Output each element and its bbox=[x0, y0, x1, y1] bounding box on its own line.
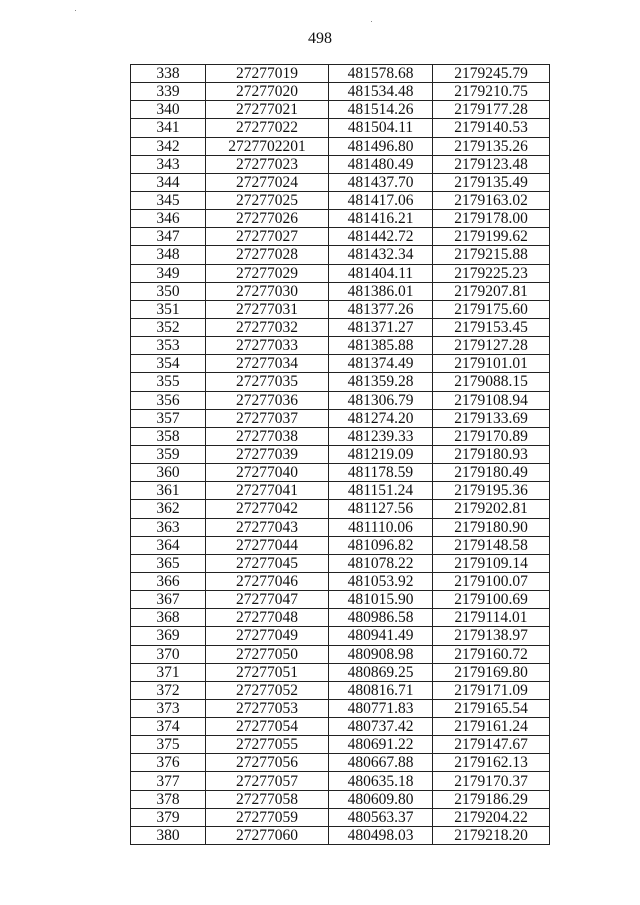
coordinates-table bbox=[130, 64, 550, 845]
row-number-cell: 369 bbox=[131, 627, 206, 645]
y-coordinate-cell: 2179100.07 bbox=[433, 572, 550, 590]
row-number-cell: 359 bbox=[131, 445, 206, 463]
x-coordinate-cell: 481377.26 bbox=[329, 300, 433, 318]
table-row bbox=[131, 554, 550, 572]
row-number-cell: 378 bbox=[131, 790, 206, 808]
row-number-cell: 376 bbox=[131, 754, 206, 772]
x-coordinate-cell: 480869.25 bbox=[329, 663, 433, 681]
y-coordinate-cell: 2179160.72 bbox=[433, 645, 550, 663]
row-number-cell: 368 bbox=[131, 609, 206, 627]
table-row bbox=[131, 65, 550, 83]
row-number-cell: 379 bbox=[131, 808, 206, 826]
row-number-cell: 343 bbox=[131, 155, 206, 173]
row-number-cell: 362 bbox=[131, 500, 206, 518]
y-coordinate-cell: 2179101.01 bbox=[433, 355, 550, 373]
y-coordinate-cell: 2179140.53 bbox=[433, 119, 550, 137]
x-coordinate-cell: 481534.48 bbox=[329, 83, 433, 101]
point-id-cell: 27277049 bbox=[206, 627, 329, 645]
row-number-cell: 361 bbox=[131, 482, 206, 500]
table-row bbox=[131, 718, 550, 736]
y-coordinate-cell: 2179114.01 bbox=[433, 609, 550, 627]
x-coordinate-cell: 481306.79 bbox=[329, 391, 433, 409]
y-coordinate-cell: 2179204.22 bbox=[433, 808, 550, 826]
x-coordinate-cell: 481437.70 bbox=[329, 173, 433, 191]
x-coordinate-cell: 481504.11 bbox=[329, 119, 433, 137]
table-row bbox=[131, 445, 550, 463]
table-row bbox=[131, 246, 550, 264]
row-number-cell: 357 bbox=[131, 409, 206, 427]
y-coordinate-cell: 2179148.58 bbox=[433, 536, 550, 554]
table-row bbox=[131, 355, 550, 373]
table-row bbox=[131, 228, 550, 246]
point-id-cell: 27277034 bbox=[206, 355, 329, 373]
y-coordinate-cell: 2179210.75 bbox=[433, 83, 550, 101]
point-id-cell: 27277021 bbox=[206, 101, 329, 119]
row-number-cell: 374 bbox=[131, 718, 206, 736]
row-number-cell: 347 bbox=[131, 228, 206, 246]
y-coordinate-cell: 2179207.81 bbox=[433, 282, 550, 300]
row-number-cell: 346 bbox=[131, 210, 206, 228]
y-coordinate-cell: 2179199.62 bbox=[433, 228, 550, 246]
y-coordinate-cell: 2179177.28 bbox=[433, 101, 550, 119]
table-row bbox=[131, 645, 550, 663]
row-number-cell: 375 bbox=[131, 736, 206, 754]
y-coordinate-cell: 2179186.29 bbox=[433, 790, 550, 808]
x-coordinate-cell: 481239.33 bbox=[329, 427, 433, 445]
y-coordinate-cell: 2179109.14 bbox=[433, 554, 550, 572]
row-number-cell: 365 bbox=[131, 554, 206, 572]
table-row bbox=[131, 409, 550, 427]
x-coordinate-cell: 481219.09 bbox=[329, 445, 433, 463]
x-coordinate-cell: 480635.18 bbox=[329, 772, 433, 790]
x-coordinate-cell: 480563.37 bbox=[329, 808, 433, 826]
table-row bbox=[131, 572, 550, 590]
row-number-cell: 352 bbox=[131, 318, 206, 336]
x-coordinate-cell: 481496.80 bbox=[329, 137, 433, 155]
table-row bbox=[131, 627, 550, 645]
y-coordinate-cell: 2179170.37 bbox=[433, 772, 550, 790]
point-id-cell: 27277059 bbox=[206, 808, 329, 826]
point-id-cell: 2727702201 bbox=[206, 137, 329, 155]
point-id-cell: 27277037 bbox=[206, 409, 329, 427]
table-row bbox=[131, 681, 550, 699]
table-row bbox=[131, 282, 550, 300]
point-id-cell: 27277036 bbox=[206, 391, 329, 409]
scan-speck bbox=[75, 10, 76, 11]
table-row bbox=[131, 191, 550, 209]
row-number-cell: 355 bbox=[131, 373, 206, 391]
x-coordinate-cell: 480908.98 bbox=[329, 645, 433, 663]
row-number-cell: 349 bbox=[131, 264, 206, 282]
table-row bbox=[131, 391, 550, 409]
table-row bbox=[131, 337, 550, 355]
y-coordinate-cell: 2179180.49 bbox=[433, 464, 550, 482]
point-id-cell: 27277056 bbox=[206, 754, 329, 772]
row-number-cell: 358 bbox=[131, 427, 206, 445]
x-coordinate-cell: 481480.49 bbox=[329, 155, 433, 173]
point-id-cell: 27277023 bbox=[206, 155, 329, 173]
table-row bbox=[131, 790, 550, 808]
row-number-cell: 363 bbox=[131, 518, 206, 536]
point-id-cell: 27277031 bbox=[206, 300, 329, 318]
x-coordinate-cell: 481416.21 bbox=[329, 210, 433, 228]
table-row bbox=[131, 137, 550, 155]
point-id-cell: 27277048 bbox=[206, 609, 329, 627]
row-number-cell: 341 bbox=[131, 119, 206, 137]
row-number-cell: 342 bbox=[131, 137, 206, 155]
table-row bbox=[131, 464, 550, 482]
point-id-cell: 27277053 bbox=[206, 699, 329, 717]
x-coordinate-cell: 481386.01 bbox=[329, 282, 433, 300]
x-coordinate-cell: 481110.06 bbox=[329, 518, 433, 536]
x-coordinate-cell: 481514.26 bbox=[329, 101, 433, 119]
row-number-cell: 356 bbox=[131, 391, 206, 409]
point-id-cell: 27277054 bbox=[206, 718, 329, 736]
x-coordinate-cell: 481578.68 bbox=[329, 65, 433, 83]
row-number-cell: 373 bbox=[131, 699, 206, 717]
row-number-cell: 372 bbox=[131, 681, 206, 699]
point-id-cell: 27277020 bbox=[206, 83, 329, 101]
point-id-cell: 27277029 bbox=[206, 264, 329, 282]
point-id-cell: 27277032 bbox=[206, 318, 329, 336]
table-row bbox=[131, 119, 550, 137]
y-coordinate-cell: 2179100.69 bbox=[433, 591, 550, 609]
table-row bbox=[131, 318, 550, 336]
row-number-cell: 366 bbox=[131, 572, 206, 590]
x-coordinate-cell: 481359.28 bbox=[329, 373, 433, 391]
point-id-cell: 27277039 bbox=[206, 445, 329, 463]
point-id-cell: 27277024 bbox=[206, 173, 329, 191]
x-coordinate-cell: 481385.88 bbox=[329, 337, 433, 355]
y-coordinate-cell: 2179135.26 bbox=[433, 137, 550, 155]
x-coordinate-cell: 481374.49 bbox=[329, 355, 433, 373]
point-id-cell: 27277028 bbox=[206, 246, 329, 264]
x-coordinate-cell: 480609.80 bbox=[329, 790, 433, 808]
x-coordinate-cell: 480667.88 bbox=[329, 754, 433, 772]
y-coordinate-cell: 2179195.36 bbox=[433, 482, 550, 500]
table-row bbox=[131, 699, 550, 717]
point-id-cell: 27277040 bbox=[206, 464, 329, 482]
table-row bbox=[131, 373, 550, 391]
y-coordinate-cell: 2179108.94 bbox=[433, 391, 550, 409]
row-number-cell: 348 bbox=[131, 246, 206, 264]
point-id-cell: 27277035 bbox=[206, 373, 329, 391]
row-number-cell: 344 bbox=[131, 173, 206, 191]
point-id-cell: 27277041 bbox=[206, 482, 329, 500]
table-row bbox=[131, 754, 550, 772]
row-number-cell: 364 bbox=[131, 536, 206, 554]
point-id-cell: 27277042 bbox=[206, 500, 329, 518]
x-coordinate-cell: 480691.22 bbox=[329, 736, 433, 754]
row-number-cell: 339 bbox=[131, 83, 206, 101]
x-coordinate-cell: 481151.24 bbox=[329, 482, 433, 500]
table-row bbox=[131, 264, 550, 282]
table-row bbox=[131, 826, 550, 844]
point-id-cell: 27277052 bbox=[206, 681, 329, 699]
x-coordinate-cell: 480737.42 bbox=[329, 718, 433, 736]
row-number-cell: 370 bbox=[131, 645, 206, 663]
x-coordinate-cell: 481442.72 bbox=[329, 228, 433, 246]
row-number-cell: 377 bbox=[131, 772, 206, 790]
point-id-cell: 27277038 bbox=[206, 427, 329, 445]
y-coordinate-cell: 2179127.28 bbox=[433, 337, 550, 355]
table-row bbox=[131, 500, 550, 518]
y-coordinate-cell: 2179218.20 bbox=[433, 826, 550, 844]
x-coordinate-cell: 480771.83 bbox=[329, 699, 433, 717]
table-row bbox=[131, 736, 550, 754]
y-coordinate-cell: 2179245.79 bbox=[433, 65, 550, 83]
scan-speck bbox=[371, 21, 372, 22]
point-id-cell: 27277060 bbox=[206, 826, 329, 844]
y-coordinate-cell: 2179153.45 bbox=[433, 318, 550, 336]
y-coordinate-cell: 2179135.49 bbox=[433, 173, 550, 191]
table-row bbox=[131, 591, 550, 609]
row-number-cell: 360 bbox=[131, 464, 206, 482]
table-row bbox=[131, 536, 550, 554]
table-row bbox=[131, 300, 550, 318]
y-coordinate-cell: 2179180.93 bbox=[433, 445, 550, 463]
x-coordinate-cell: 481053.92 bbox=[329, 572, 433, 590]
x-coordinate-cell: 481274.20 bbox=[329, 409, 433, 427]
point-id-cell: 27277019 bbox=[206, 65, 329, 83]
x-coordinate-cell: 480498.03 bbox=[329, 826, 433, 844]
y-coordinate-cell: 2179147.67 bbox=[433, 736, 550, 754]
x-coordinate-cell: 481178.59 bbox=[329, 464, 433, 482]
table-row bbox=[131, 173, 550, 191]
y-coordinate-cell: 2179165.54 bbox=[433, 699, 550, 717]
table-row bbox=[131, 427, 550, 445]
table-row bbox=[131, 609, 550, 627]
y-coordinate-cell: 2179162.13 bbox=[433, 754, 550, 772]
y-coordinate-cell: 2179202.81 bbox=[433, 500, 550, 518]
x-coordinate-cell: 481127.56 bbox=[329, 500, 433, 518]
point-id-cell: 27277027 bbox=[206, 228, 329, 246]
table-row bbox=[131, 518, 550, 536]
point-id-cell: 27277050 bbox=[206, 645, 329, 663]
row-number-cell: 338 bbox=[131, 65, 206, 83]
x-coordinate-cell: 480986.58 bbox=[329, 609, 433, 627]
y-coordinate-cell: 2179175.60 bbox=[433, 300, 550, 318]
point-id-cell: 27277045 bbox=[206, 554, 329, 572]
table-row bbox=[131, 210, 550, 228]
x-coordinate-cell: 480816.71 bbox=[329, 681, 433, 699]
point-id-cell: 27277022 bbox=[206, 119, 329, 137]
x-coordinate-cell: 481432.34 bbox=[329, 246, 433, 264]
point-id-cell: 27277025 bbox=[206, 191, 329, 209]
row-number-cell: 371 bbox=[131, 663, 206, 681]
x-coordinate-cell: 481371.27 bbox=[329, 318, 433, 336]
point-id-cell: 27277044 bbox=[206, 536, 329, 554]
point-id-cell: 27277043 bbox=[206, 518, 329, 536]
x-coordinate-cell: 481404.11 bbox=[329, 264, 433, 282]
y-coordinate-cell: 2179215.88 bbox=[433, 246, 550, 264]
point-id-cell: 27277057 bbox=[206, 772, 329, 790]
y-coordinate-cell: 2179178.00 bbox=[433, 210, 550, 228]
y-coordinate-cell: 2179088.15 bbox=[433, 373, 550, 391]
x-coordinate-cell: 480941.49 bbox=[329, 627, 433, 645]
row-number-cell: 367 bbox=[131, 591, 206, 609]
y-coordinate-cell: 2179138.97 bbox=[433, 627, 550, 645]
row-number-cell: 351 bbox=[131, 300, 206, 318]
page-number: 498 bbox=[308, 30, 332, 47]
row-number-cell: 350 bbox=[131, 282, 206, 300]
y-coordinate-cell: 2179123.48 bbox=[433, 155, 550, 173]
x-coordinate-cell: 481096.82 bbox=[329, 536, 433, 554]
table-row bbox=[131, 101, 550, 119]
point-id-cell: 27277033 bbox=[206, 337, 329, 355]
y-coordinate-cell: 2179225.23 bbox=[433, 264, 550, 282]
point-id-cell: 27277046 bbox=[206, 572, 329, 590]
point-id-cell: 27277047 bbox=[206, 591, 329, 609]
table-row bbox=[131, 663, 550, 681]
y-coordinate-cell: 2179161.24 bbox=[433, 718, 550, 736]
y-coordinate-cell: 2179180.90 bbox=[433, 518, 550, 536]
point-id-cell: 27277051 bbox=[206, 663, 329, 681]
row-number-cell: 345 bbox=[131, 191, 206, 209]
table-row bbox=[131, 83, 550, 101]
point-id-cell: 27277026 bbox=[206, 210, 329, 228]
x-coordinate-cell: 481015.90 bbox=[329, 591, 433, 609]
row-number-cell: 380 bbox=[131, 826, 206, 844]
y-coordinate-cell: 2179171.09 bbox=[433, 681, 550, 699]
point-id-cell: 27277030 bbox=[206, 282, 329, 300]
table-row bbox=[131, 482, 550, 500]
coordinates-table-body bbox=[131, 65, 550, 845]
row-number-cell: 354 bbox=[131, 355, 206, 373]
table-row bbox=[131, 808, 550, 826]
table-row bbox=[131, 155, 550, 173]
point-id-cell: 27277058 bbox=[206, 790, 329, 808]
x-coordinate-cell: 481417.06 bbox=[329, 191, 433, 209]
y-coordinate-cell: 2179170.89 bbox=[433, 427, 550, 445]
y-coordinate-cell: 2179163.02 bbox=[433, 191, 550, 209]
table-row bbox=[131, 772, 550, 790]
y-coordinate-cell: 2179169.80 bbox=[433, 663, 550, 681]
row-number-cell: 353 bbox=[131, 337, 206, 355]
y-coordinate-cell: 2179133.69 bbox=[433, 409, 550, 427]
point-id-cell: 27277055 bbox=[206, 736, 329, 754]
x-coordinate-cell: 481078.22 bbox=[329, 554, 433, 572]
row-number-cell: 340 bbox=[131, 101, 206, 119]
